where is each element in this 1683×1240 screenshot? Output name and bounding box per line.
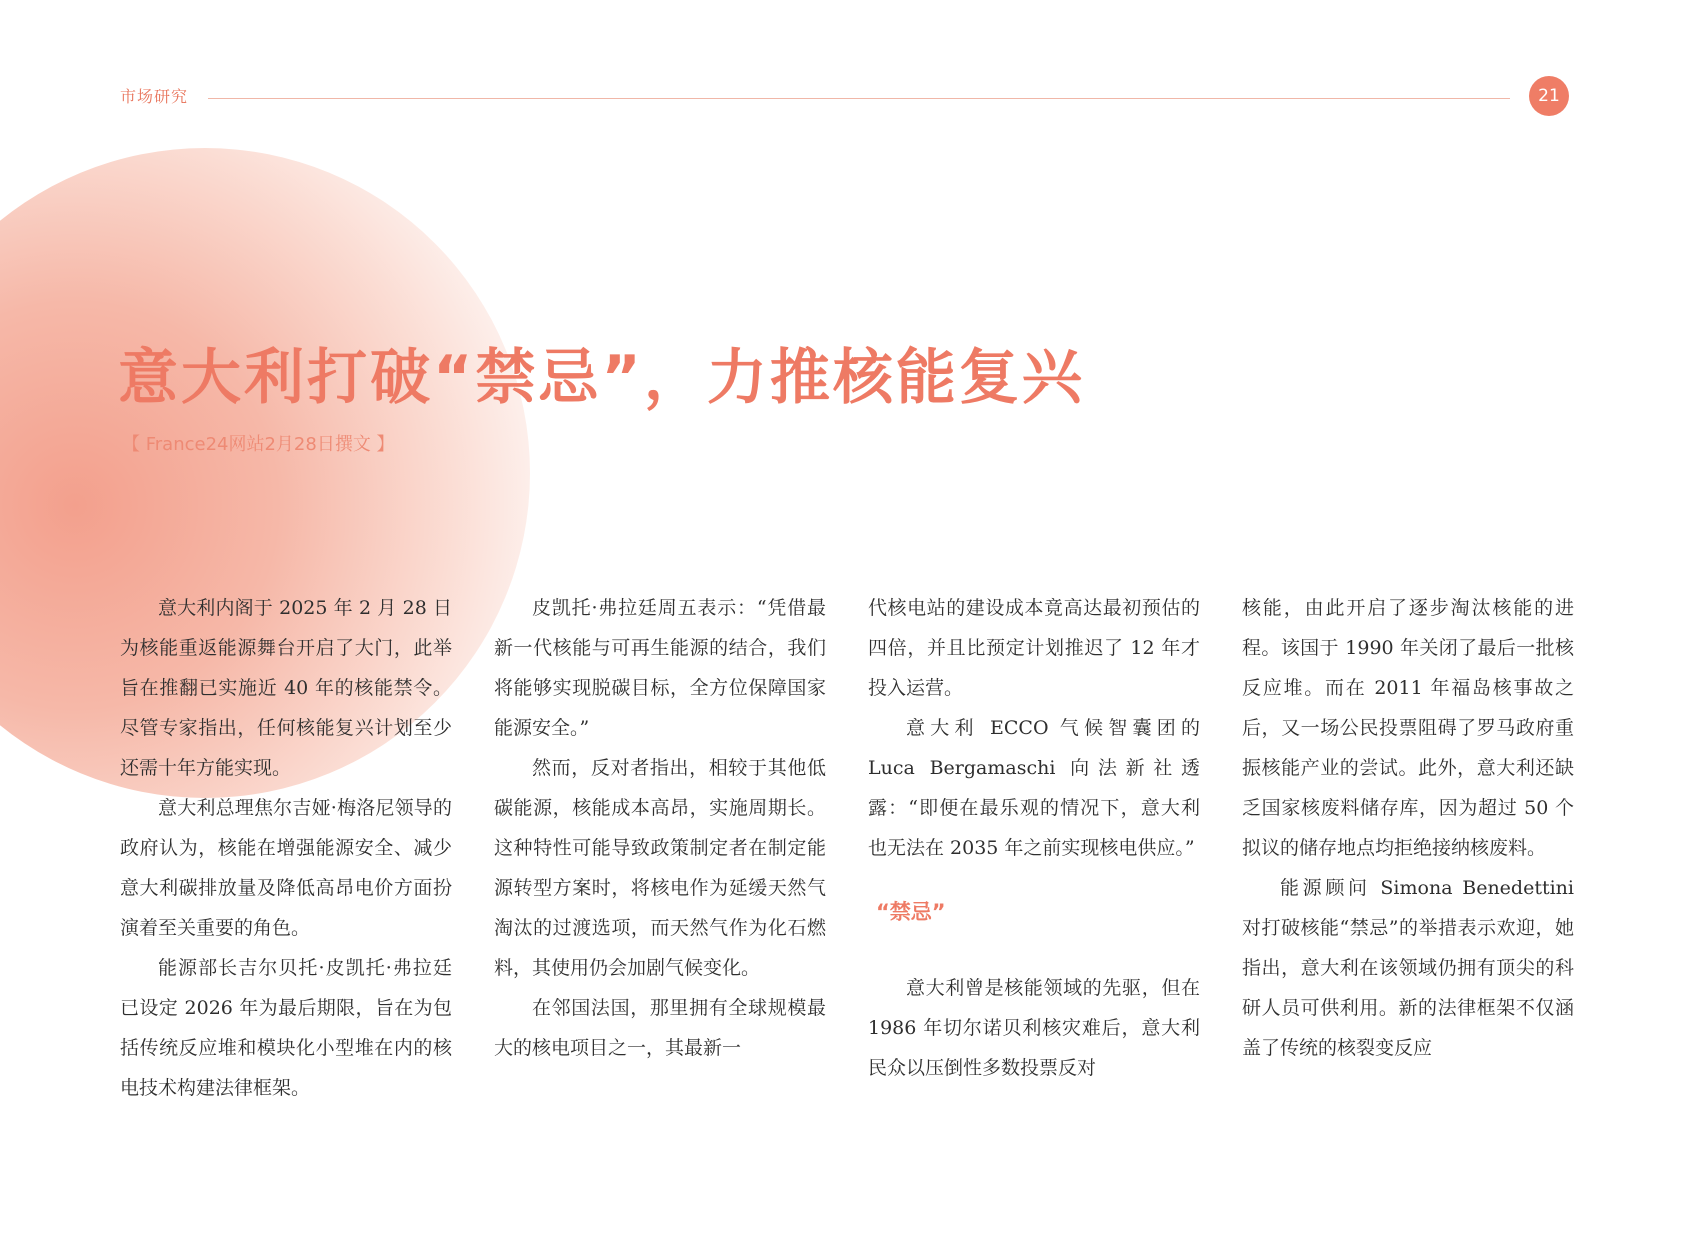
paragraph: 皮凯托·弗拉廷周五表示：“凭借最新一代核能与可再生能源的结合，我们将能够实现脱碳目标，全方位保障国家能源安全。” [494,597,826,739]
text-column-3 [868,588,1200,1088]
paragraph-continued: 核能，由此开启了逐步淘汰核能的进程。该国于 1990 年关闭了最后一批核反应堆。而在 2011 年福岛核事故之后，又一场公民投票阻碍了罗马政府重振核能产业的尝试。此外，意大利还缺乏国家核废料储存库，因为超过 50 个拟议的储存地点均拒绝接纳核废料。 [1242,597,1574,859]
article-title: 意大利打破“禁忌”，力推核能复兴 [118,343,1085,413]
paragraph: 能源顾问 Simona Benedettini 对打破核能“禁忌”的举措表示欢迎，她指出，意大利在该领域仍拥有顶尖的科研人员可供利用。新的法律框架不仅涵盖了传统的核裂变反应 [1242,877,1574,1059]
text-column-2 [494,588,826,1068]
paragraph: 意大利 ECCO 气候智囊团的 Luca Bergamaschi 向法新社透露：“即便在最乐观的情况下，意大利也无法在 2035 年之前实现核电供应。” [868,717,1200,859]
paragraph: 意大利曾是核能领域的先驱，但在 1986 年切尔诺贝利核灾难后，意大利民众以压倒性多数投票反对 [868,977,1200,1079]
subheading: “禁忌” [876,900,946,924]
paragraph-continued: 代核电站的建设成本竟高达最初预估的四倍，并且比预定计划推迟了 12 年才投入运营。 [868,597,1200,699]
paragraph: 意大利总理焦尔吉娅·梅洛尼领导的政府认为，核能在增强能源安全、减少意大利碳排放量及降低高昂电价方面扮演着至关重要的角色。 [120,797,452,939]
text-column-4 [1242,588,1574,1068]
paragraph: 意大利内阁于 2025 年 2 月 28 日为核能重返能源舞台开启了大门，此举旨在推翻已实施近 40 年的核能禁令。尽管专家指出，任何核能复兴计划至少还需十年方能实现。 [120,597,452,779]
paragraph: 在邻国法国，那里拥有全球规模最大的核电项目之一，其最新一 [494,997,826,1059]
section-label: 市场研究 [120,87,189,106]
page-number-badge: 21 [1529,76,1569,116]
paragraph: 能源部长吉尔贝托·皮凯托·弗拉廷已设定 2026 年为最后期限，旨在为包括传统反应堆和模块化小型堆在内的核电技术构建法律框架。 [120,957,452,1099]
paragraph: 然而，反对者指出，相较于其他低碳能源，核能成本高昂，实施周期长。这种特性可能导致政策制定者在制定能源转型方案时，将核电作为延缓天然气淘汰的过渡选项，而天然气作为化石燃料，其使用仍会加剧气候变化。 [494,757,826,979]
article-source: 【 France24网站2月28日撰文 】 [122,434,395,455]
text-column-1 [120,588,452,1108]
header-divider [208,98,1510,99]
